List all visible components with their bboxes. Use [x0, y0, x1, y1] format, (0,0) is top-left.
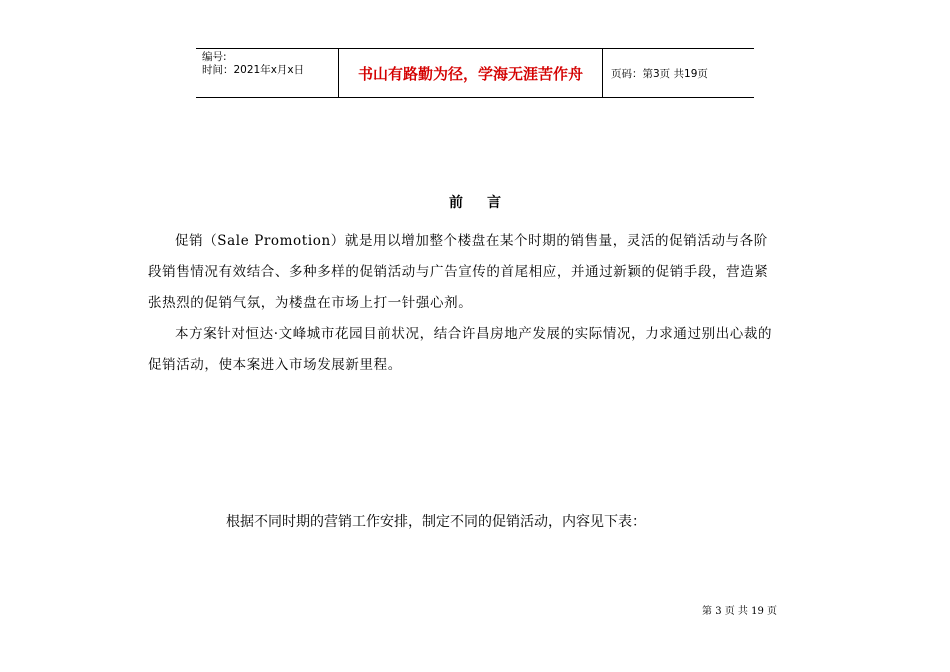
header-table: [196, 48, 754, 98]
paragraph: 本方案针对恒达·文峰城市花园目前状况，结合许昌房地产发展的实际情况，力求通过别出心裁的促销活动，使本案进入市场发展新里程。: [148, 326, 773, 373]
page-footer: 第 3 页 共 19 页: [702, 606, 777, 617]
number-label: 编号:: [202, 51, 227, 63]
motto: 书山有路勤为径，学海无涯苦作舟: [339, 49, 603, 97]
header-left-cell: [196, 49, 339, 97]
page-code: 页码：第3页 共19页: [611, 67, 708, 80]
page-title: 前言: [449, 195, 525, 211]
time-label: 时间：2021年x月x日: [202, 64, 305, 76]
body-text: [148, 226, 780, 381]
paragraph: 促销（Sale Promotion）就是用以增加整个楼盘在某个时期的销售量，灵活的促销活动与各阶段销售情况有效结合、多种多样的促销活动与广告宣传的首尾相应，并通过新颖的促销手段，营造紧张热烈的促销气氛，为楼盘在市场上打一针强心剂。: [148, 233, 769, 311]
intro-text: 根据不同时期的营销工作安排，制定不同的促销活动，内容见下表：: [226, 514, 646, 530]
